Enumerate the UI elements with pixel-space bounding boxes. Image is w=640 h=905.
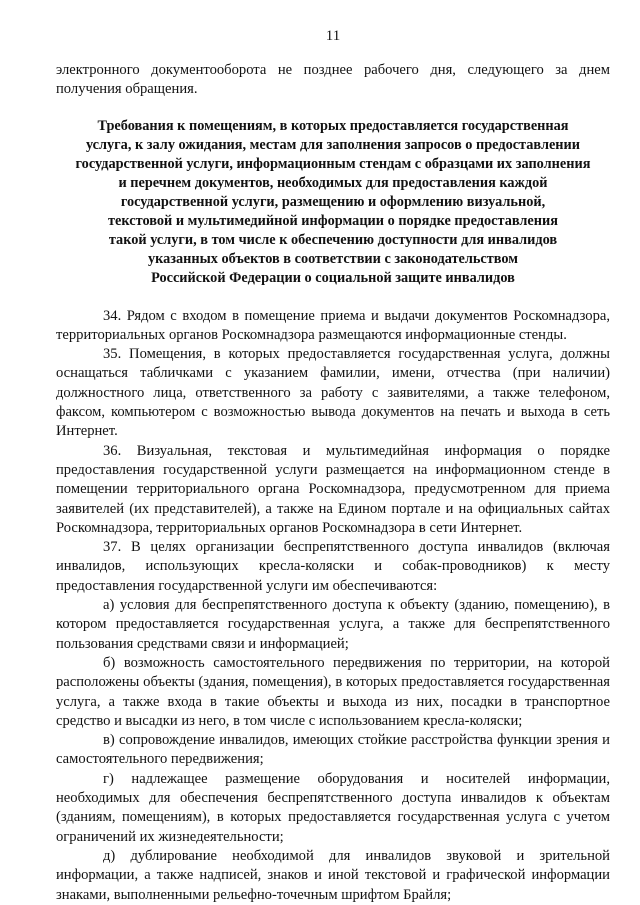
document-page <box>56 28 610 905</box>
heading-line: текстовой и мультимедийной информации о порядке предоставления <box>108 212 558 229</box>
intro-paragraph: электронного документооборота не позднее рабочего дня, следующего за днем получения обращения. <box>56 62 610 98</box>
heading-line: Требования к помещениям, в которых предоставляется государственная <box>97 117 569 134</box>
paragraph-34: 34. Рядом с входом в помещение приема и выдачи документов Роскомнадзора, территориальных органов Роскомнадзора размещаются информационные стенды. <box>56 307 610 343</box>
paragraph-37-v: в) сопровождение инвалидов, имеющих стойкие расстройства функции зрения и самостоятельного передвижения; <box>56 732 610 768</box>
paragraph-37-a: а) условия для беспрепятственного доступа к объекту (зданию, помещению), в котором предоставляется государственная услуга, а также для беспрепятственного пользования средствами связи и информацией; <box>56 597 610 652</box>
paragraph-37-g: г) надлежащее размещение оборудования и носителей информации, необходимых для обеспечения беспрепятственного доступа инвалидов к объектам (зданиям, помещениям), в которых предоставляется государственная услуга с учетом ограничений их жизнедеятельности; <box>56 770 610 845</box>
section-heading <box>56 117 610 288</box>
page-number: 11 <box>325 28 341 44</box>
paragraph-36: 36. Визуальная, текстовая и мультимедийная информация о порядке предоставления государственной услуги размещается на информационном стенде в помещении территориального органа Роскомнадзора, предусмотренном для приема заявителей (их представителей), а также на Едином портале и на официальных сайтах Роскомнадзора, территориальных органов Роскомнадзора в сети Интернет. <box>56 442 610 536</box>
paragraph-35: 35. Помещения, в которых предоставляется государственная услуга, должны оснащаться табличками с указанием фамилии, имени, отчества (при наличии) должностного лица, ответственного за работу с заявителями, а также телефоном, факсом, компьютером с возможностью вывода документов на печать и выхода в сеть Интернет. <box>56 346 610 440</box>
heading-line: Российской Федерации о социальной защите инвалидов <box>151 269 515 286</box>
heading-line: указанных объектов в соответствии с законодательством <box>147 250 519 267</box>
paragraph-37-d: д) дублирование необходимой для инвалидов звуковой и зрительной информации, а также надписей, знаков и иной текстовой и графической информации знаками, выполненными рельефно-точечным шрифтом Брайля; <box>56 847 610 903</box>
paragraph-37-b: б) возможность самостоятельного передвижения по территории, на которой расположены объекты (здания, помещения), в которых предоставляется государственная услуга, а также входа в такие объекты и выхода из них, посадки в транспортное средство и высадки из него, в том числе с использованием кресла-коляски; <box>56 654 610 729</box>
heading-line: такой услуги, в том числе к обеспечению доступности для инвалидов <box>108 231 558 248</box>
paragraph-37: 37. В целях организации беспрепятственного доступа инвалидов (включая инвалидов, использующих кресла-коляски и собак-проводников) к месту предоставления государственной услуги им обеспечиваются: <box>56 539 610 594</box>
heading-line: услуга, к залу ожидания, местам для заполнения запросов о предоставлении <box>85 136 581 153</box>
heading-line: и перечнем документов, необходимых для предоставления каждой <box>118 174 548 191</box>
heading-line: государственной услуги, размещению и оформлению визуальной, <box>120 193 546 210</box>
heading-line: государственной услуги, информационным стендам с образцами их заполнения <box>75 155 591 172</box>
